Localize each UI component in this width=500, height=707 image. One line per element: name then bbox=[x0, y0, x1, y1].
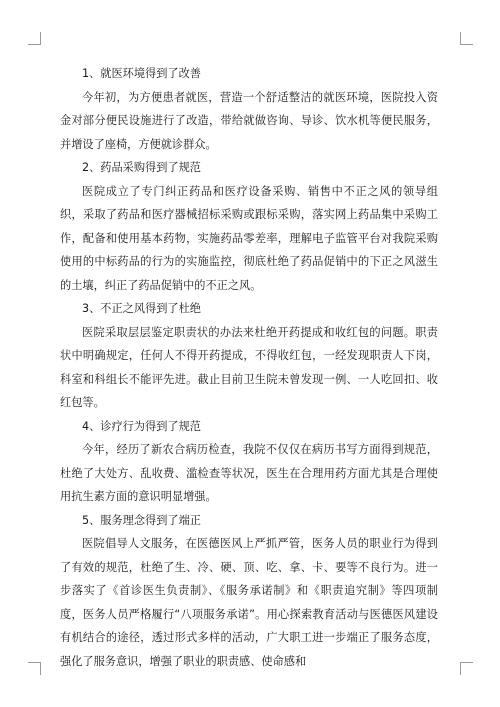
crop-mark-top-left bbox=[28, 32, 41, 45]
section-5 bbox=[60, 509, 438, 674]
section-3 bbox=[60, 297, 438, 415]
section-heading: 3、不正之风得到了杜绝 bbox=[82, 302, 201, 315]
section-heading: 2、药品采购得到了规范 bbox=[82, 161, 201, 174]
section-heading: 1、就医环境得到了改善 bbox=[82, 67, 201, 80]
section-1 bbox=[60, 62, 438, 156]
crop-mark-top-right bbox=[460, 32, 473, 45]
section-paragraph: 医院采取层层鉴定职责状的办法来杜绝开药提成和收红包的问题。职责状中明确规定，任何人不得开药提成，不得收红包，一经发现职责人下岗，科室和科组长不能评先进。截止目前卫生院未曾发现一例、一人吃回扣、收红包等。 bbox=[60, 325, 438, 409]
section-4 bbox=[60, 415, 438, 509]
section-paragraph: 医院成立了专门纠正药品和医疗设备采购、销售中不正之风的领导组织，采取了药品和医疗器械招标采购或跟标采购，落实网上药品集中采购工作，配备和使用基本药物，实施药品零差率，理解电子监管平台对我院采购使用的中标药品的行为的实施监控，彻底杜绝了药品促销中的下正之风滋生的土壤，纠正了药品促销中的不正之风。 bbox=[60, 184, 438, 292]
section-heading: 5、服务理念得到了端正 bbox=[82, 513, 201, 527]
section-2 bbox=[60, 156, 438, 297]
document-body bbox=[60, 62, 438, 673]
section-heading: 4、诊疗行为得到了规范 bbox=[82, 419, 201, 433]
section-paragraph: 今年初，为方便患者就医，营造一个舒适整洁的就医环境，医院投入资金对部分便民设施进行了改造，带给就做咨询、导诊、饮水机等便民服务，并增设了座椅，方便就诊群众。 bbox=[60, 90, 438, 151]
section-paragraph: 医院倡导人文服务，在医德医风上严抓严管，医务人员的职业行为得到了有效的规范，杜绝了生、冷、硬、顶、吃、拿、卡、要等不良行为。进一步落实了《首诊医生负责制》、《服务承诺制》和《职责追究制》等四项制度，医务人员严格履行“八项服务承诺”。用心探索教育活动与医德医风建设有机结合的途径，透过形式多样的活动，广大职工进一步端正了服务态度，强化了服务意识，增强了职业的职责感、使命感和 bbox=[60, 537, 438, 668]
section-paragraph: 今年，经历了新农合病历检查，我院不仅仅在病历书写方面得到规范，杜绝了大处方、乱收费、滥检查等状况，医生在合理用药方面尤其是合理使用抗生素方面的意识明显增强。 bbox=[60, 443, 438, 503]
crop-mark-bottom-left bbox=[28, 662, 41, 675]
crop-mark-bottom-right bbox=[460, 662, 473, 675]
